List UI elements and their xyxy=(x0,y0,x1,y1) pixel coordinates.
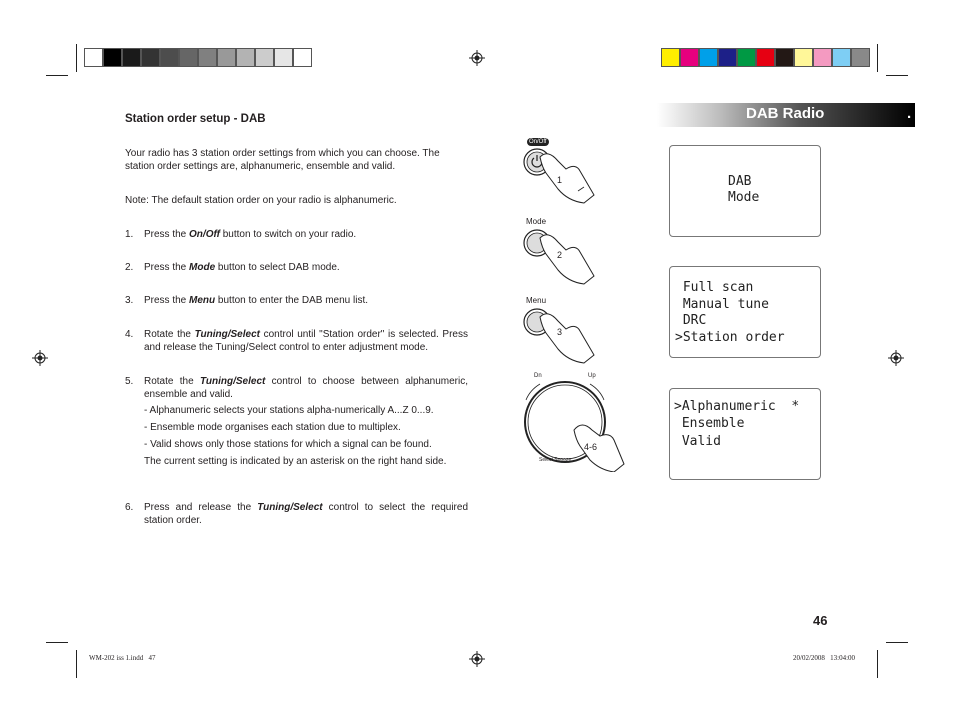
color-swatch xyxy=(179,48,198,67)
lcd-line: Manual tune xyxy=(675,297,769,312)
color-swatch xyxy=(160,48,179,67)
registration-mark-icon xyxy=(888,350,904,366)
color-swatch xyxy=(255,48,274,67)
onoff-label: On/Off xyxy=(529,139,547,145)
step-text xyxy=(144,502,468,527)
step-number: 2. xyxy=(125,262,134,273)
step-number: 4. xyxy=(125,329,134,340)
step-text-post: button to switch on your radio. xyxy=(219,229,357,240)
lcd-line: DAB xyxy=(728,174,752,189)
note-paragraph: Note: The default station order on your radio is alphanumeric. xyxy=(125,195,397,206)
step-text-emphasis: Menu xyxy=(189,295,216,306)
step-5-sub-valid: - Valid shows only those stations for which a signal can be found. xyxy=(144,439,432,450)
tuning-dial-icon xyxy=(518,372,633,472)
step-text xyxy=(144,295,468,308)
registration-mark-icon xyxy=(469,50,485,66)
step-number: 5. xyxy=(125,376,134,387)
color-swatch xyxy=(84,48,103,67)
color-swatch xyxy=(198,48,217,67)
lcd-line: >Station order xyxy=(675,330,785,345)
tuning-dial-diagram xyxy=(518,372,633,472)
step-text-post: control to choose between alphanumeric, ensemble and valid. xyxy=(144,376,469,400)
step-ref-number: 4-6 xyxy=(584,442,598,452)
step-text-pre: Rotate the xyxy=(144,329,195,340)
color-swatch xyxy=(141,48,160,67)
step-text-pre: Press the xyxy=(144,229,190,240)
color-swatch xyxy=(794,48,813,67)
lcd-line: DRC xyxy=(675,313,707,328)
grayscale-color-bar xyxy=(84,48,312,67)
step-number: 3. xyxy=(125,295,134,306)
crop-mark xyxy=(886,75,908,76)
color-swatch xyxy=(680,48,699,67)
lcd-display-menu xyxy=(669,266,821,358)
lcd-line: Full scan xyxy=(675,280,754,295)
process-color-bar xyxy=(661,48,870,67)
step-text xyxy=(144,329,468,354)
step-text-post: button to select DAB mode. xyxy=(215,262,340,273)
step-text-post: button to enter the DAB menu list. xyxy=(215,295,369,306)
step-text-emphasis: Tuning/Select xyxy=(194,329,260,340)
page-number: 46 xyxy=(813,613,828,628)
step-text-pre: Press and release the xyxy=(144,502,258,513)
intro-paragraph: Your radio has 3 station order settings from which you can choose. The station order settings are, alphanumeric, ensemble and valid. xyxy=(125,148,440,172)
crop-mark xyxy=(886,642,908,643)
step-text-emphasis: On/Off xyxy=(189,229,220,240)
color-swatch xyxy=(274,48,293,67)
crop-mark xyxy=(877,650,878,678)
color-swatch xyxy=(103,48,122,67)
step-ref-number: 3 xyxy=(557,327,563,337)
select-snooze-label: Select Snooze xyxy=(539,457,572,463)
menu-label: Menu xyxy=(526,296,547,305)
onoff-button-icon xyxy=(518,135,598,205)
color-swatch xyxy=(699,48,718,67)
step-ref-number: 1 xyxy=(557,175,563,185)
color-swatch xyxy=(217,48,236,67)
color-swatch xyxy=(756,48,775,67)
crop-mark xyxy=(877,44,878,72)
crop-mark xyxy=(76,44,77,72)
color-swatch xyxy=(851,48,870,67)
lcd-line: >Alphanumeric * xyxy=(674,399,800,414)
color-swatch xyxy=(661,48,680,67)
step-text-emphasis: Tuning/Select xyxy=(257,502,323,513)
step-text xyxy=(144,376,468,401)
step-text-pre: Press the xyxy=(144,295,190,306)
step-text-post: control until "Station order" is selected. Press and release the Tuning/Select control to enter adjustment mode. xyxy=(144,329,468,353)
onoff-button-diagram xyxy=(518,135,598,205)
lcd-display-station-order xyxy=(669,388,821,480)
step-number: 1. xyxy=(125,229,134,240)
step-5-sub-asterisk: The current setting is indicated by an asterisk on the right hand side. xyxy=(144,456,447,467)
color-swatch xyxy=(775,48,794,67)
color-swatch xyxy=(236,48,255,67)
menu-button-diagram xyxy=(518,295,598,365)
lcd-line: Ensemble xyxy=(674,416,745,431)
footer-file-info: WM-202 iss 1.indd 47 xyxy=(89,654,156,662)
mode-button-diagram xyxy=(518,216,598,286)
lcd-display-dab-mode xyxy=(669,145,821,237)
color-swatch xyxy=(737,48,756,67)
color-swatch xyxy=(293,48,312,67)
lcd-line: Valid xyxy=(674,434,721,449)
step-text xyxy=(144,229,468,242)
page-title: Station order setup - DAB xyxy=(125,113,266,125)
step-text-emphasis: Mode xyxy=(189,262,216,273)
tuning-down-label: Dn xyxy=(534,373,542,379)
step-text-pre: Press the xyxy=(144,262,190,273)
footer-timestamp: 20/02/2008 13:04:00 xyxy=(793,654,856,662)
step-text-pre: Rotate the xyxy=(144,376,200,387)
step-text xyxy=(144,262,468,275)
color-swatch xyxy=(122,48,141,67)
step-ref-number: 2 xyxy=(557,250,563,260)
color-swatch xyxy=(832,48,851,67)
mode-label: Mode xyxy=(526,217,547,226)
lcd-line: Mode xyxy=(728,190,760,205)
step-text-post: control to select the required station order. xyxy=(144,502,469,526)
section-header-dot: . xyxy=(907,105,912,122)
color-swatch xyxy=(718,48,737,67)
color-swatch xyxy=(813,48,832,67)
step-number: 6. xyxy=(125,502,134,513)
step-text-emphasis: Tuning/Select xyxy=(199,376,266,387)
section-header-title: DAB Radio xyxy=(746,105,825,122)
crop-mark xyxy=(76,650,77,678)
step-5-sub-ensemble: - Ensemble mode organises each station due to multiplex. xyxy=(144,422,401,433)
crop-mark xyxy=(46,642,68,643)
registration-mark-icon xyxy=(469,651,485,667)
crop-mark xyxy=(46,75,68,76)
registration-mark-icon xyxy=(32,350,48,366)
tuning-up-label: Up xyxy=(588,373,596,379)
step-5-sub-alphanumeric: - Alphanumeric selects your stations alpha-numerically A...Z 0...9. xyxy=(144,405,434,416)
